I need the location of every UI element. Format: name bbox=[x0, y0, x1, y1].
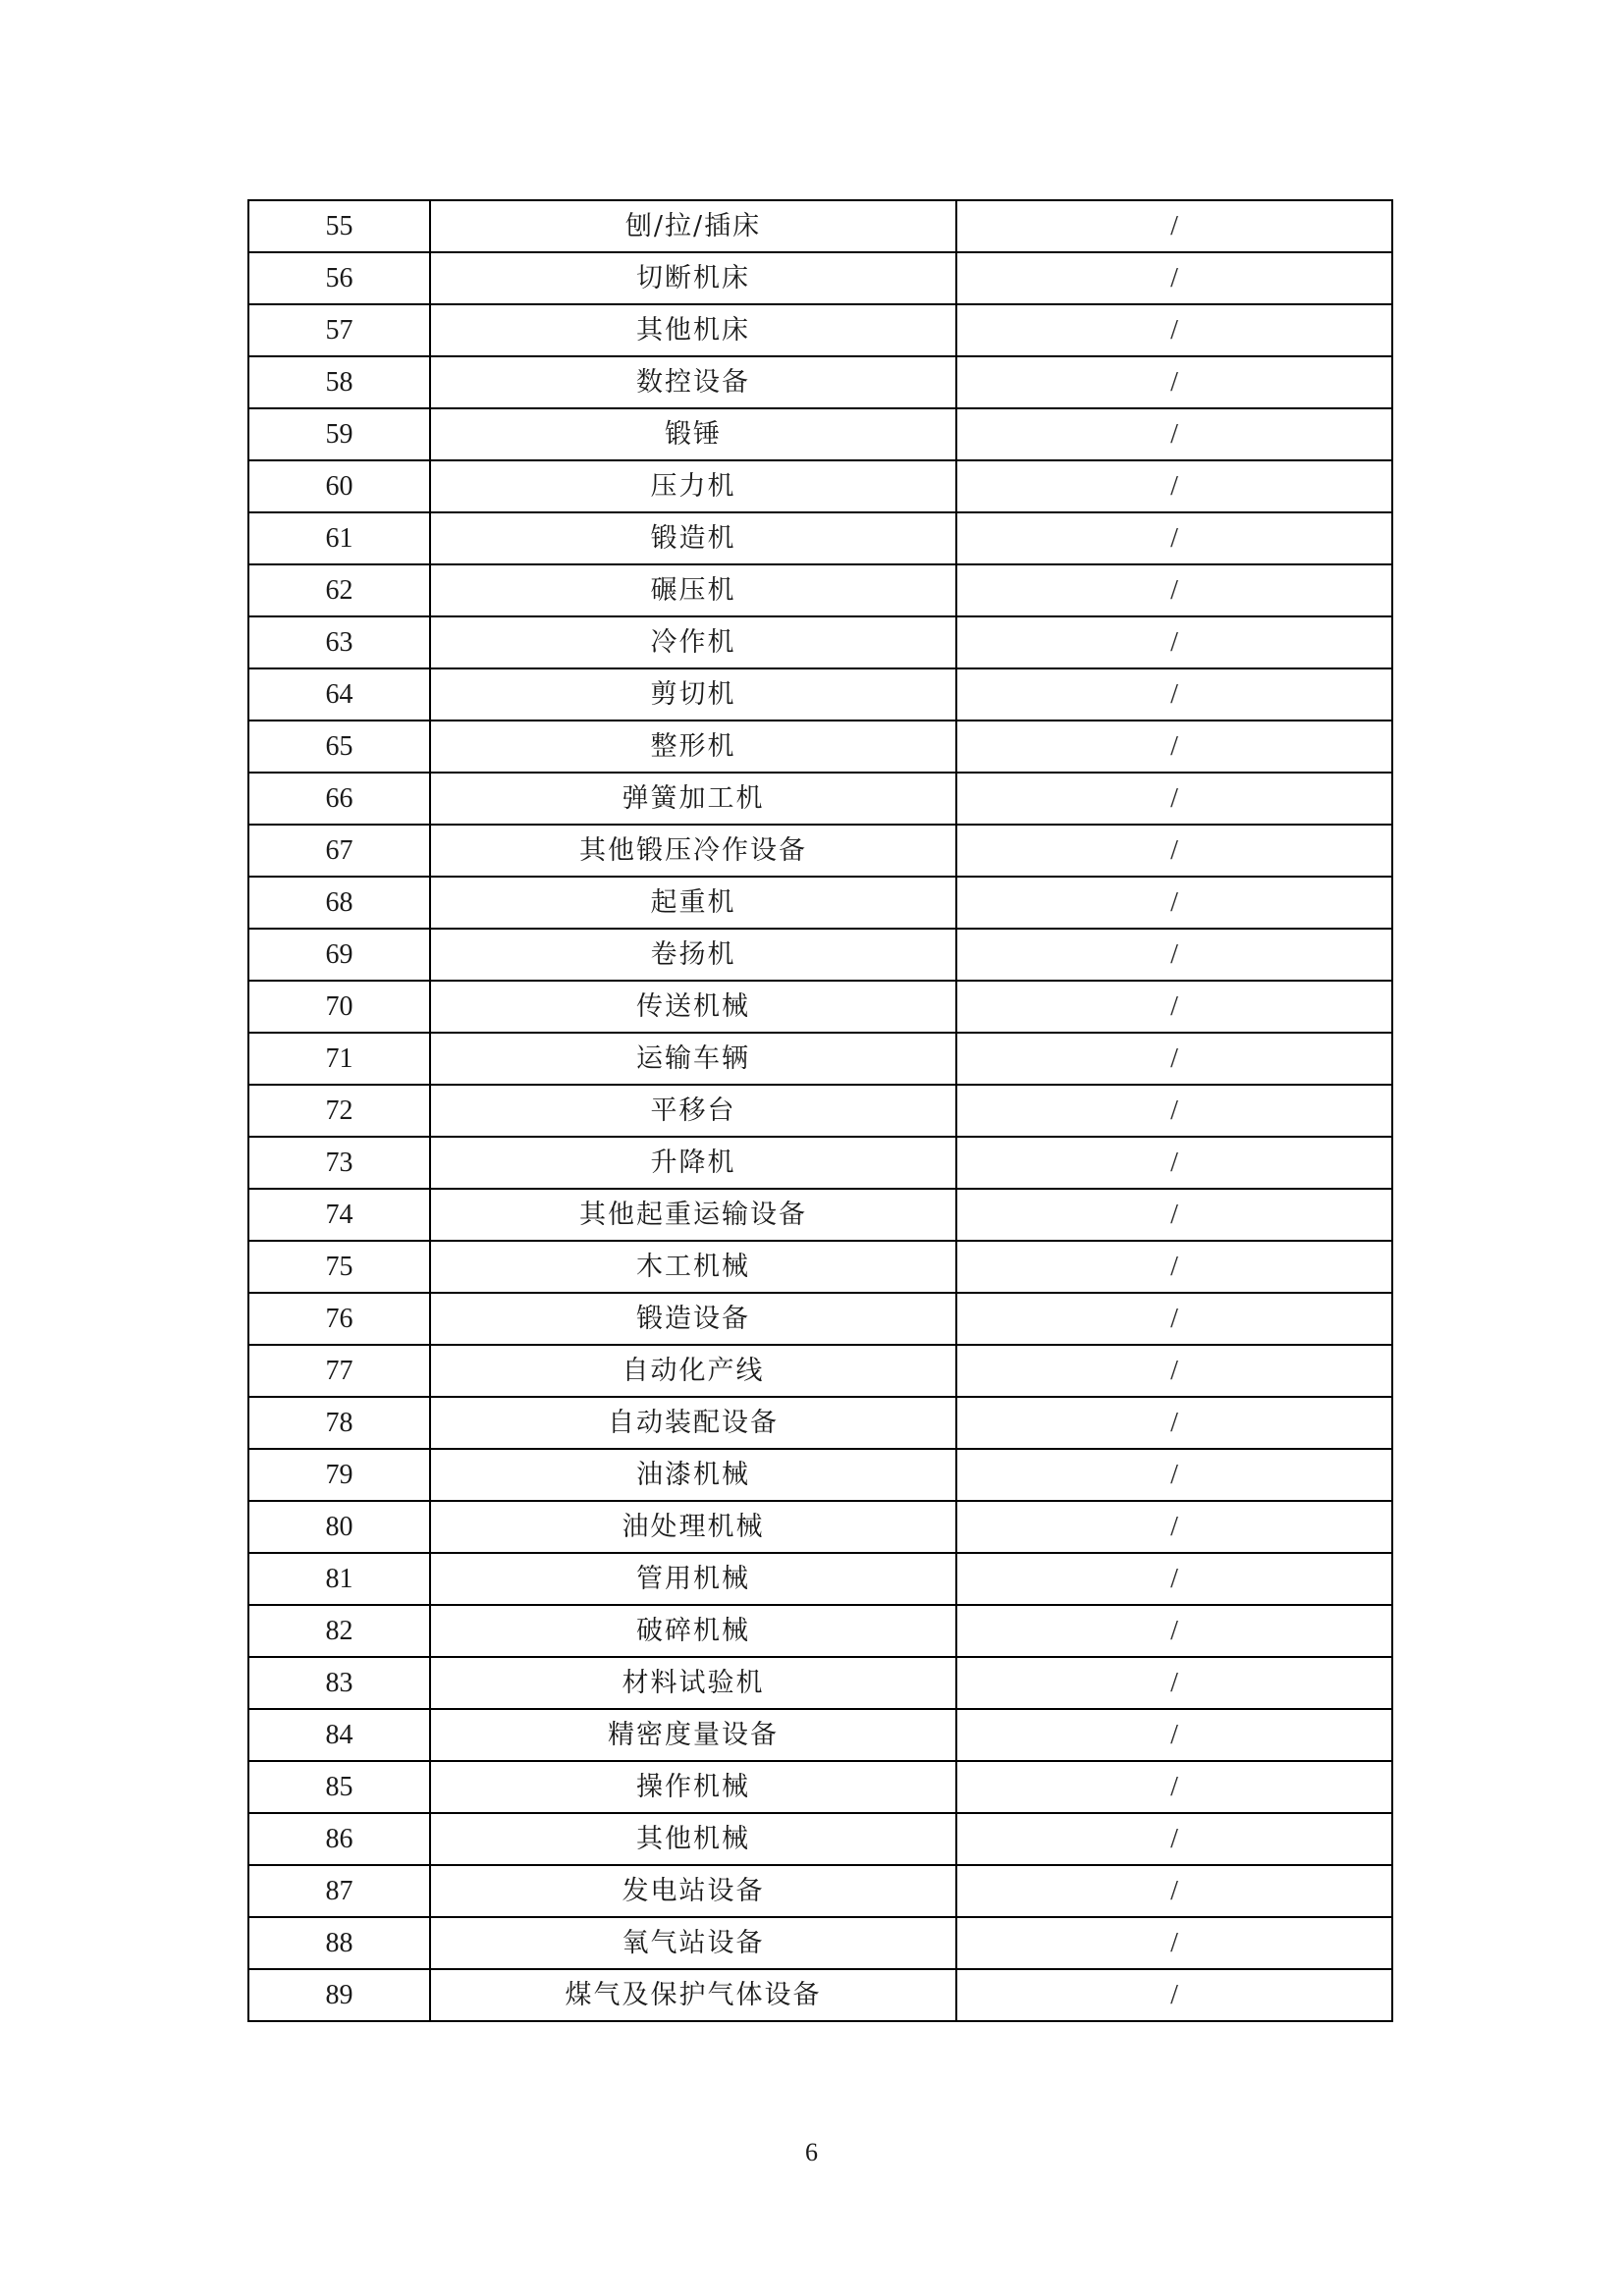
equipment-name-cell: 压力机 bbox=[430, 460, 956, 512]
value-cell: / bbox=[956, 877, 1392, 929]
value-cell: / bbox=[956, 200, 1392, 252]
value-cell: / bbox=[956, 1709, 1392, 1761]
row-number-cell: 63 bbox=[248, 616, 430, 668]
equipment-name-cell: 冷作机 bbox=[430, 616, 956, 668]
row-number-cell: 76 bbox=[248, 1293, 430, 1345]
table-row bbox=[248, 1605, 1392, 1657]
equipment-name-cell: 卷扬机 bbox=[430, 929, 956, 981]
row-number-cell: 73 bbox=[248, 1137, 430, 1189]
equipment-table bbox=[247, 199, 1393, 2022]
table-row bbox=[248, 1553, 1392, 1605]
equipment-name-cell: 油处理机械 bbox=[430, 1501, 956, 1553]
table-row bbox=[248, 1449, 1392, 1501]
table-row bbox=[248, 512, 1392, 564]
equipment-name-cell: 数控设备 bbox=[430, 356, 956, 408]
equipment-name-cell: 锻造设备 bbox=[430, 1293, 956, 1345]
table-row bbox=[248, 1865, 1392, 1917]
value-cell: / bbox=[956, 1345, 1392, 1397]
equipment-name-cell: 自动化产线 bbox=[430, 1345, 956, 1397]
value-cell: / bbox=[956, 1033, 1392, 1085]
table-row bbox=[248, 877, 1392, 929]
equipment-name-cell: 碾压机 bbox=[430, 564, 956, 616]
equipment-name-cell: 升降机 bbox=[430, 1137, 956, 1189]
value-cell: / bbox=[956, 1969, 1392, 2021]
row-number-cell: 64 bbox=[248, 668, 430, 721]
value-cell: / bbox=[956, 1501, 1392, 1553]
equipment-name-cell: 煤气及保护气体设备 bbox=[430, 1969, 956, 2021]
table-row bbox=[248, 616, 1392, 668]
value-cell: / bbox=[956, 304, 1392, 356]
table-row bbox=[248, 304, 1392, 356]
equipment-name-cell: 刨/拉/插床 bbox=[430, 200, 956, 252]
table-row bbox=[248, 1501, 1392, 1553]
table-row bbox=[248, 356, 1392, 408]
table-row bbox=[248, 1709, 1392, 1761]
table-row bbox=[248, 200, 1392, 252]
table-row bbox=[248, 1241, 1392, 1293]
equipment-name-cell: 起重机 bbox=[430, 877, 956, 929]
table-row bbox=[248, 929, 1392, 981]
equipment-name-cell: 切断机床 bbox=[430, 252, 956, 304]
row-number-cell: 71 bbox=[248, 1033, 430, 1085]
row-number-cell: 82 bbox=[248, 1605, 430, 1657]
row-number-cell: 77 bbox=[248, 1345, 430, 1397]
row-number-cell: 55 bbox=[248, 200, 430, 252]
row-number-cell: 61 bbox=[248, 512, 430, 564]
equipment-name-cell: 其他机械 bbox=[430, 1813, 956, 1865]
value-cell: / bbox=[956, 1189, 1392, 1241]
row-number-cell: 65 bbox=[248, 721, 430, 773]
row-number-cell: 60 bbox=[248, 460, 430, 512]
row-number-cell: 67 bbox=[248, 825, 430, 877]
row-number-cell: 81 bbox=[248, 1553, 430, 1605]
value-cell: / bbox=[956, 1397, 1392, 1449]
table-row bbox=[248, 981, 1392, 1033]
equipment-name-cell: 材料试验机 bbox=[430, 1657, 956, 1709]
table-body bbox=[248, 200, 1392, 2021]
page-number: 6 bbox=[805, 2138, 818, 2166]
row-number-cell: 70 bbox=[248, 981, 430, 1033]
value-cell: / bbox=[956, 460, 1392, 512]
value-cell: / bbox=[956, 616, 1392, 668]
table-row bbox=[248, 408, 1392, 460]
table-row bbox=[248, 1917, 1392, 1969]
equipment-name-cell: 氧气站设备 bbox=[430, 1917, 956, 1969]
row-number-cell: 80 bbox=[248, 1501, 430, 1553]
value-cell: / bbox=[956, 1605, 1392, 1657]
value-cell: / bbox=[956, 512, 1392, 564]
value-cell: / bbox=[956, 1865, 1392, 1917]
row-number-cell: 84 bbox=[248, 1709, 430, 1761]
value-cell: / bbox=[956, 721, 1392, 773]
table-row bbox=[248, 825, 1392, 877]
table-row bbox=[248, 252, 1392, 304]
equipment-name-cell: 剪切机 bbox=[430, 668, 956, 721]
row-number-cell: 78 bbox=[248, 1397, 430, 1449]
equipment-name-cell: 管用机械 bbox=[430, 1553, 956, 1605]
row-number-cell: 58 bbox=[248, 356, 430, 408]
value-cell: / bbox=[956, 1241, 1392, 1293]
table-row bbox=[248, 1345, 1392, 1397]
row-number-cell: 59 bbox=[248, 408, 430, 460]
equipment-name-cell: 操作机械 bbox=[430, 1761, 956, 1813]
value-cell: / bbox=[956, 929, 1392, 981]
equipment-name-cell: 其他机床 bbox=[430, 304, 956, 356]
row-number-cell: 85 bbox=[248, 1761, 430, 1813]
equipment-name-cell: 传送机械 bbox=[430, 981, 956, 1033]
value-cell: / bbox=[956, 1813, 1392, 1865]
value-cell: / bbox=[956, 1293, 1392, 1345]
table-row bbox=[248, 1293, 1392, 1345]
row-number-cell: 87 bbox=[248, 1865, 430, 1917]
table-row bbox=[248, 1813, 1392, 1865]
table-row bbox=[248, 773, 1392, 825]
equipment-name-cell: 油漆机械 bbox=[430, 1449, 956, 1501]
equipment-name-cell: 其他锻压冷作设备 bbox=[430, 825, 956, 877]
equipment-name-cell: 整形机 bbox=[430, 721, 956, 773]
row-number-cell: 86 bbox=[248, 1813, 430, 1865]
row-number-cell: 56 bbox=[248, 252, 430, 304]
equipment-name-cell: 破碎机械 bbox=[430, 1605, 956, 1657]
row-number-cell: 74 bbox=[248, 1189, 430, 1241]
row-number-cell: 72 bbox=[248, 1085, 430, 1137]
value-cell: / bbox=[956, 564, 1392, 616]
table-row bbox=[248, 1033, 1392, 1085]
row-number-cell: 75 bbox=[248, 1241, 430, 1293]
value-cell: / bbox=[956, 1657, 1392, 1709]
row-number-cell: 57 bbox=[248, 304, 430, 356]
equipment-name-cell: 平移台 bbox=[430, 1085, 956, 1137]
value-cell: / bbox=[956, 825, 1392, 877]
equipment-name-cell: 木工机械 bbox=[430, 1241, 956, 1293]
value-cell: / bbox=[956, 356, 1392, 408]
value-cell: / bbox=[956, 1761, 1392, 1813]
table-row bbox=[248, 721, 1392, 773]
equipment-name-cell: 其他起重运输设备 bbox=[430, 1189, 956, 1241]
row-number-cell: 89 bbox=[248, 1969, 430, 2021]
row-number-cell: 79 bbox=[248, 1449, 430, 1501]
row-number-cell: 66 bbox=[248, 773, 430, 825]
table-row bbox=[248, 460, 1392, 512]
equipment-name-cell: 运输车辆 bbox=[430, 1033, 956, 1085]
value-cell: / bbox=[956, 1449, 1392, 1501]
value-cell: / bbox=[956, 1085, 1392, 1137]
value-cell: / bbox=[956, 1917, 1392, 1969]
value-cell: / bbox=[956, 773, 1392, 825]
table-row bbox=[248, 1137, 1392, 1189]
row-number-cell: 62 bbox=[248, 564, 430, 616]
table-row bbox=[248, 1189, 1392, 1241]
row-number-cell: 68 bbox=[248, 877, 430, 929]
table-row bbox=[248, 1969, 1392, 2021]
equipment-name-cell: 弹簧加工机 bbox=[430, 773, 956, 825]
value-cell: / bbox=[956, 252, 1392, 304]
equipment-name-cell: 锻造机 bbox=[430, 512, 956, 564]
row-number-cell: 83 bbox=[248, 1657, 430, 1709]
value-cell: / bbox=[956, 1553, 1392, 1605]
row-number-cell: 69 bbox=[248, 929, 430, 981]
table-row bbox=[248, 564, 1392, 616]
value-cell: / bbox=[956, 1137, 1392, 1189]
value-cell: / bbox=[956, 981, 1392, 1033]
value-cell: / bbox=[956, 408, 1392, 460]
equipment-name-cell: 精密度量设备 bbox=[430, 1709, 956, 1761]
table-row bbox=[248, 1397, 1392, 1449]
table-row bbox=[248, 1085, 1392, 1137]
equipment-name-cell: 发电站设备 bbox=[430, 1865, 956, 1917]
table-row bbox=[248, 668, 1392, 721]
equipment-name-cell: 自动装配设备 bbox=[430, 1397, 956, 1449]
value-cell: / bbox=[956, 668, 1392, 721]
equipment-name-cell: 锻锤 bbox=[430, 408, 956, 460]
table-row bbox=[248, 1761, 1392, 1813]
row-number-cell: 88 bbox=[248, 1917, 430, 1969]
table-row bbox=[248, 1657, 1392, 1709]
